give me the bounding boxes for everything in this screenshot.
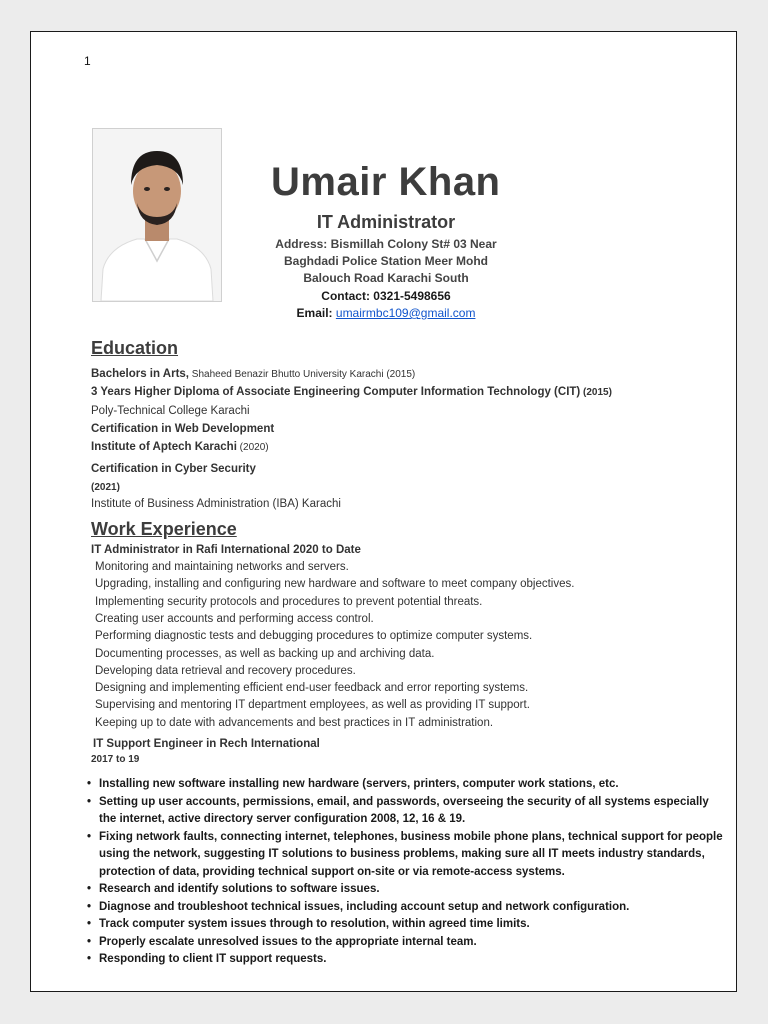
job-dates: 2017 to 19 [91,754,140,765]
candidate-name: Umair Khan [271,160,501,204]
education-line: Certification in Web Development [91,423,275,435]
contact-number: 0321-5498656 [373,289,451,303]
education-line: 3 Years Higher Diploma of Associate Engineering Computer Information Technology (CIT) (2015) [91,386,612,398]
page-number: 1 [84,54,91,68]
work-experience-heading: Work Experience [91,519,237,539]
email-link[interactable]: umairmbc109@gmail.com [335,306,476,320]
contact [231,289,541,303]
bullet-item: • Installing new software installing new hardware (servers, printers, computer work stations, etc. [87,776,727,794]
bullet-item: • Fixing network faults, connecting internet, telephones, business mobile phone plans, technical support for people using the network, suggesting IT solutions to business problems, making sure all IT meets industry standards, protection of data, providing technical support on-site or via remote-access systems. [87,829,727,882]
education-line: Bachelors in Arts, Shaheed Benazir Bhutto University Karachi (2015) [91,368,416,380]
duty-item: Keeping up to date with advancements and best practices in IT administration. [95,717,494,729]
profile-photo [92,128,222,302]
education-heading: Education [91,338,179,358]
address-line-2: Baghdadi Police Station Meer Mohd [283,254,489,268]
duty-item: Documenting processes, as well as backing up and archiving data. [95,648,435,660]
duty-item: Monitoring and maintaining networks and servers. [95,561,349,573]
address-label: Address: [275,237,328,251]
email [231,306,541,320]
address-line-3: Balouch Road Karachi South [303,271,469,285]
bullet-item: • Responding to client IT support requests. [87,951,727,969]
job-heading: IT Support Engineer in Rech International [93,738,320,750]
duty-item: Designing and implementing efficient end-user feedback and error reporting systems. [95,682,529,694]
job-duties-bullets [87,776,727,969]
contact-label: Contact: [321,289,370,303]
email-label: Email: [296,306,333,320]
education-line: Poly-Technical College Karachi [91,405,250,417]
duty-item: Developing data retrieval and recovery procedures. [95,665,356,677]
bullet-item: • Track computer system issues through to resolution, within agreed time limits. [87,916,727,934]
duty-item: Upgrading, installing and configuring new hardware and software to meet company objectives. [95,578,575,590]
bullet-item: • Diagnose and troubleshoot technical issues, including account setup and network configuration. [87,899,727,917]
bullet-item: • Properly escalate unresolved issues to the appropriate internal team. [87,934,727,952]
address-line-1: Bismillah Colony St# 03 Near [330,237,497,251]
resume-page [30,31,737,992]
duty-item: Implementing security protocols and procedures to prevent potential threats. [95,596,483,608]
education-line: Institute of Business Administration (IBA) Karachi [91,498,341,510]
duty-item: Supervising and mentoring IT department employees, as well as providing IT support. [95,699,530,711]
education-line: Certification in Cyber Security [91,463,256,475]
job-title: IT Administrator [316,212,456,232]
job-heading: IT Administrator in Rafi International 2020 to Date [91,544,361,556]
education-line: Institute of Aptech Karachi (2020) [91,441,269,453]
duty-item: Performing diagnostic tests and debugging procedures to optimize computer systems. [95,630,533,642]
duty-item: Creating user accounts and performing access control. [95,613,374,625]
address [231,236,541,287]
bullet-item: • Setting up user accounts, permissions, email, and passwords, overseeing the security of all systems especially the internet, active directory server configuration 2008, 12, 16 & 19. [87,794,727,829]
bullet-item: • Research and identify solutions to software issues. [87,881,727,899]
education-line: (2021) [91,482,120,493]
